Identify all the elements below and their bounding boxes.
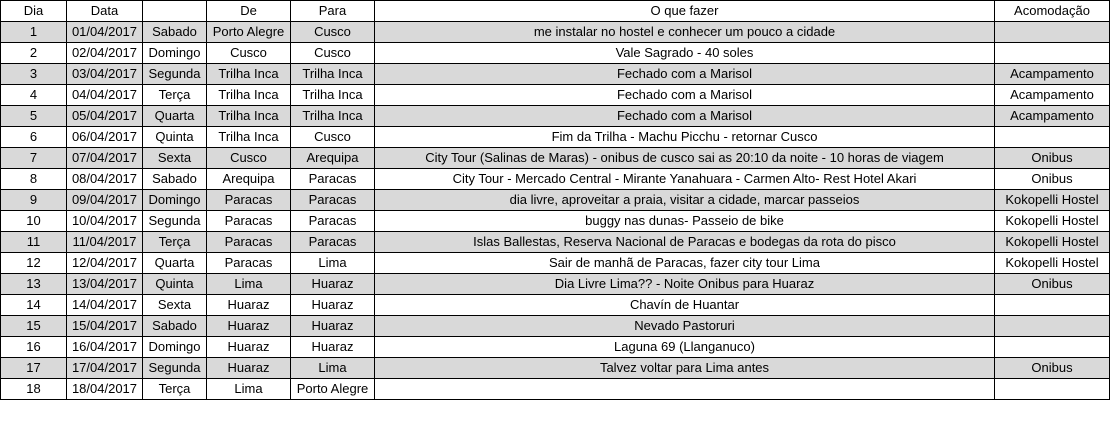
- day-cell[interactable]: 13: [1, 274, 67, 295]
- to-cell[interactable]: Cusco: [291, 127, 375, 148]
- lodging-cell[interactable]: [995, 43, 1110, 64]
- from-cell[interactable]: Porto Alegre: [207, 22, 291, 43]
- day-cell[interactable]: 5: [1, 106, 67, 127]
- table-row: [1, 190, 1110, 211]
- weekday-cell[interactable]: Quarta: [143, 106, 207, 127]
- day-cell[interactable]: 10: [1, 211, 67, 232]
- date-cell[interactable]: 05/04/2017: [67, 106, 143, 127]
- weekday-cell[interactable]: Terça: [143, 379, 207, 400]
- day-cell[interactable]: 17: [1, 358, 67, 379]
- date-cell[interactable]: 17/04/2017: [67, 358, 143, 379]
- lodging-cell[interactable]: Onibus: [995, 169, 1110, 190]
- weekday-cell[interactable]: Segunda: [143, 211, 207, 232]
- table-row: [1, 43, 1110, 64]
- from-cell[interactable]: Huaraz: [207, 316, 291, 337]
- table-row: [1, 127, 1110, 148]
- day-cell[interactable]: 9: [1, 190, 67, 211]
- to-cell[interactable]: Paracas: [291, 169, 375, 190]
- date-cell[interactable]: 07/04/2017: [67, 148, 143, 169]
- day-cell[interactable]: 4: [1, 85, 67, 106]
- to-cell[interactable]: Trilha Inca: [291, 85, 375, 106]
- date-cell[interactable]: 15/04/2017: [67, 316, 143, 337]
- weekday-cell[interactable]: Segunda: [143, 358, 207, 379]
- date-cell[interactable]: 04/04/2017: [67, 85, 143, 106]
- from-cell[interactable]: Arequipa: [207, 169, 291, 190]
- from-cell[interactable]: Cusco: [207, 43, 291, 64]
- table-row: [1, 232, 1110, 253]
- day-cell[interactable]: 2: [1, 43, 67, 64]
- weekday-cell[interactable]: Segunda: [143, 64, 207, 85]
- from-cell[interactable]: Trilha Inca: [207, 64, 291, 85]
- to-cell[interactable]: Trilha Inca: [291, 106, 375, 127]
- table-row: [1, 253, 1110, 274]
- weekday-cell[interactable]: Quinta: [143, 274, 207, 295]
- date-cell[interactable]: 01/04/2017: [67, 22, 143, 43]
- to-cell[interactable]: Paracas: [291, 211, 375, 232]
- weekday-cell[interactable]: Terça: [143, 85, 207, 106]
- to-cell[interactable]: Trilha Inca: [291, 64, 375, 85]
- day-cell[interactable]: 11: [1, 232, 67, 253]
- table-row: [1, 106, 1110, 127]
- from-cell[interactable]: Trilha Inca: [207, 106, 291, 127]
- activity-cell[interactable]: Vale Sagrado - 40 soles: [375, 43, 995, 64]
- header-cell[interactable]: Para: [291, 1, 375, 22]
- from-cell[interactable]: Cusco: [207, 148, 291, 169]
- from-cell[interactable]: Trilha Inca: [207, 127, 291, 148]
- lodging-cell[interactable]: [995, 379, 1110, 400]
- to-cell[interactable]: Huaraz: [291, 337, 375, 358]
- table-row: [1, 316, 1110, 337]
- date-cell[interactable]: 09/04/2017: [67, 190, 143, 211]
- table-row: [1, 211, 1110, 232]
- date-cell[interactable]: 11/04/2017: [67, 232, 143, 253]
- table-row: [1, 148, 1110, 169]
- table-row: [1, 358, 1110, 379]
- table-row: [1, 22, 1110, 43]
- weekday-cell[interactable]: Domingo: [143, 190, 207, 211]
- lodging-cell[interactable]: [995, 295, 1110, 316]
- weekday-cell[interactable]: Sabado: [143, 22, 207, 43]
- to-cell[interactable]: Paracas: [291, 190, 375, 211]
- day-cell[interactable]: 14: [1, 295, 67, 316]
- activity-cell[interactable]: buggy nas dunas- Passeio de bike: [375, 211, 995, 232]
- header-cell[interactable]: Data: [67, 1, 143, 22]
- weekday-cell[interactable]: Domingo: [143, 337, 207, 358]
- weekday-cell[interactable]: Domingo: [143, 43, 207, 64]
- lodging-cell[interactable]: Acampamento: [995, 106, 1110, 127]
- table-row: [1, 337, 1110, 358]
- activity-cell[interactable]: Dia Livre Lima?? - Noite Onibus para Huaraz: [375, 274, 995, 295]
- day-cell[interactable]: 12: [1, 253, 67, 274]
- activity-cell[interactable]: Talvez voltar para Lima antes: [375, 358, 995, 379]
- from-cell[interactable]: Paracas: [207, 211, 291, 232]
- header-cell[interactable]: De: [207, 1, 291, 22]
- from-cell[interactable]: Lima: [207, 379, 291, 400]
- from-cell[interactable]: Huaraz: [207, 295, 291, 316]
- day-cell[interactable]: 16: [1, 337, 67, 358]
- date-cell[interactable]: 03/04/2017: [67, 64, 143, 85]
- lodging-cell[interactable]: [995, 316, 1110, 337]
- lodging-cell[interactable]: Onibus: [995, 358, 1110, 379]
- day-cell[interactable]: 7: [1, 148, 67, 169]
- header-cell[interactable]: Acomodação: [995, 1, 1110, 22]
- lodging-cell[interactable]: Kokopelli Hostel: [995, 190, 1110, 211]
- date-cell[interactable]: 02/04/2017: [67, 43, 143, 64]
- lodging-cell[interactable]: Acampamento: [995, 64, 1110, 85]
- weekday-cell[interactable]: Terça: [143, 232, 207, 253]
- to-cell[interactable]: Cusco: [291, 43, 375, 64]
- date-cell[interactable]: 13/04/2017: [67, 274, 143, 295]
- date-cell[interactable]: 10/04/2017: [67, 211, 143, 232]
- weekday-cell[interactable]: Quarta: [143, 253, 207, 274]
- lodging-cell[interactable]: [995, 337, 1110, 358]
- to-cell[interactable]: Lima: [291, 358, 375, 379]
- activity-cell[interactable]: Chavín de Huantar: [375, 295, 995, 316]
- from-cell[interactable]: Paracas: [207, 232, 291, 253]
- activity-cell[interactable]: City Tour - Mercado Central - Mirante Yanahuara - Carmen Alto- Rest Hotel Akari: [375, 169, 995, 190]
- lodging-cell[interactable]: Kokopelli Hostel: [995, 232, 1110, 253]
- table-row: [1, 169, 1110, 190]
- day-cell[interactable]: 18: [1, 379, 67, 400]
- activity-cell[interactable]: Fechado com a Marisol: [375, 85, 995, 106]
- date-cell[interactable]: 14/04/2017: [67, 295, 143, 316]
- to-cell[interactable]: Huaraz: [291, 295, 375, 316]
- to-cell[interactable]: Lima: [291, 253, 375, 274]
- day-cell[interactable]: 1: [1, 22, 67, 43]
- activity-cell[interactable]: Islas Ballestas, Reserva Nacional de Paracas e bodegas da rota do pisco: [375, 232, 995, 253]
- date-cell[interactable]: 08/04/2017: [67, 169, 143, 190]
- activity-cell[interactable]: Sair de manhã de Paracas, fazer city tour Lima: [375, 253, 995, 274]
- table-row: [1, 64, 1110, 85]
- lodging-cell[interactable]: [995, 127, 1110, 148]
- itinerary-rows: [1, 22, 1110, 400]
- lodging-cell[interactable]: Onibus: [995, 148, 1110, 169]
- from-cell[interactable]: Paracas: [207, 253, 291, 274]
- date-cell[interactable]: 06/04/2017: [67, 127, 143, 148]
- activity-cell[interactable]: City Tour (Salinas de Maras) - onibus de cusco sai as 20:10 da noite - 10 horas de viagem: [375, 148, 995, 169]
- table-row: [1, 379, 1110, 400]
- header-cell[interactable]: O que fazer: [375, 1, 995, 22]
- header-cell[interactable]: Dia: [1, 1, 67, 22]
- from-cell[interactable]: Paracas: [207, 190, 291, 211]
- lodging-cell[interactable]: Onibus: [995, 274, 1110, 295]
- to-cell[interactable]: Arequipa: [291, 148, 375, 169]
- activity-cell[interactable]: Fechado com a Marisol: [375, 106, 995, 127]
- activity-cell[interactable]: Fechado com a Marisol: [375, 64, 995, 85]
- day-cell[interactable]: 8: [1, 169, 67, 190]
- activity-cell[interactable]: dia livre, aproveitar a praia, visitar a cidade, marcar passeios: [375, 190, 995, 211]
- day-cell[interactable]: 15: [1, 316, 67, 337]
- from-cell[interactable]: Huaraz: [207, 358, 291, 379]
- activity-cell[interactable]: Laguna 69 (Llanganuco): [375, 337, 995, 358]
- from-cell[interactable]: Lima: [207, 274, 291, 295]
- lodging-cell[interactable]: Kokopelli Hostel: [995, 211, 1110, 232]
- weekday-cell[interactable]: Sexta: [143, 148, 207, 169]
- table-row: [1, 295, 1110, 316]
- weekday-cell[interactable]: Sexta: [143, 295, 207, 316]
- weekday-cell[interactable]: Sabado: [143, 316, 207, 337]
- from-cell[interactable]: Trilha Inca: [207, 85, 291, 106]
- from-cell[interactable]: Huaraz: [207, 337, 291, 358]
- table-row: [1, 274, 1110, 295]
- day-cell[interactable]: 3: [1, 64, 67, 85]
- date-cell[interactable]: 16/04/2017: [67, 337, 143, 358]
- lodging-cell[interactable]: Acampamento: [995, 85, 1110, 106]
- to-cell[interactable]: Porto Alegre: [291, 379, 375, 400]
- activity-cell[interactable]: Nevado Pastoruri: [375, 316, 995, 337]
- lodging-cell[interactable]: Kokopelli Hostel: [995, 253, 1110, 274]
- date-cell[interactable]: 12/04/2017: [67, 253, 143, 274]
- activity-cell[interactable]: me instalar no hostel e conhecer um pouco a cidade: [375, 22, 995, 43]
- weekday-cell[interactable]: Sabado: [143, 169, 207, 190]
- to-cell[interactable]: Huaraz: [291, 316, 375, 337]
- header-cell[interactable]: [143, 1, 207, 22]
- day-cell[interactable]: 6: [1, 127, 67, 148]
- to-cell[interactable]: Cusco: [291, 22, 375, 43]
- activity-cell[interactable]: [375, 379, 995, 400]
- to-cell[interactable]: Paracas: [291, 232, 375, 253]
- header-row: [1, 1, 1110, 22]
- table-row: [1, 85, 1110, 106]
- weekday-cell[interactable]: Quinta: [143, 127, 207, 148]
- lodging-cell[interactable]: [995, 22, 1110, 43]
- date-cell[interactable]: 18/04/2017: [67, 379, 143, 400]
- to-cell[interactable]: Huaraz: [291, 274, 375, 295]
- activity-cell[interactable]: Fim da Trilha - Machu Picchu - retornar Cusco: [375, 127, 995, 148]
